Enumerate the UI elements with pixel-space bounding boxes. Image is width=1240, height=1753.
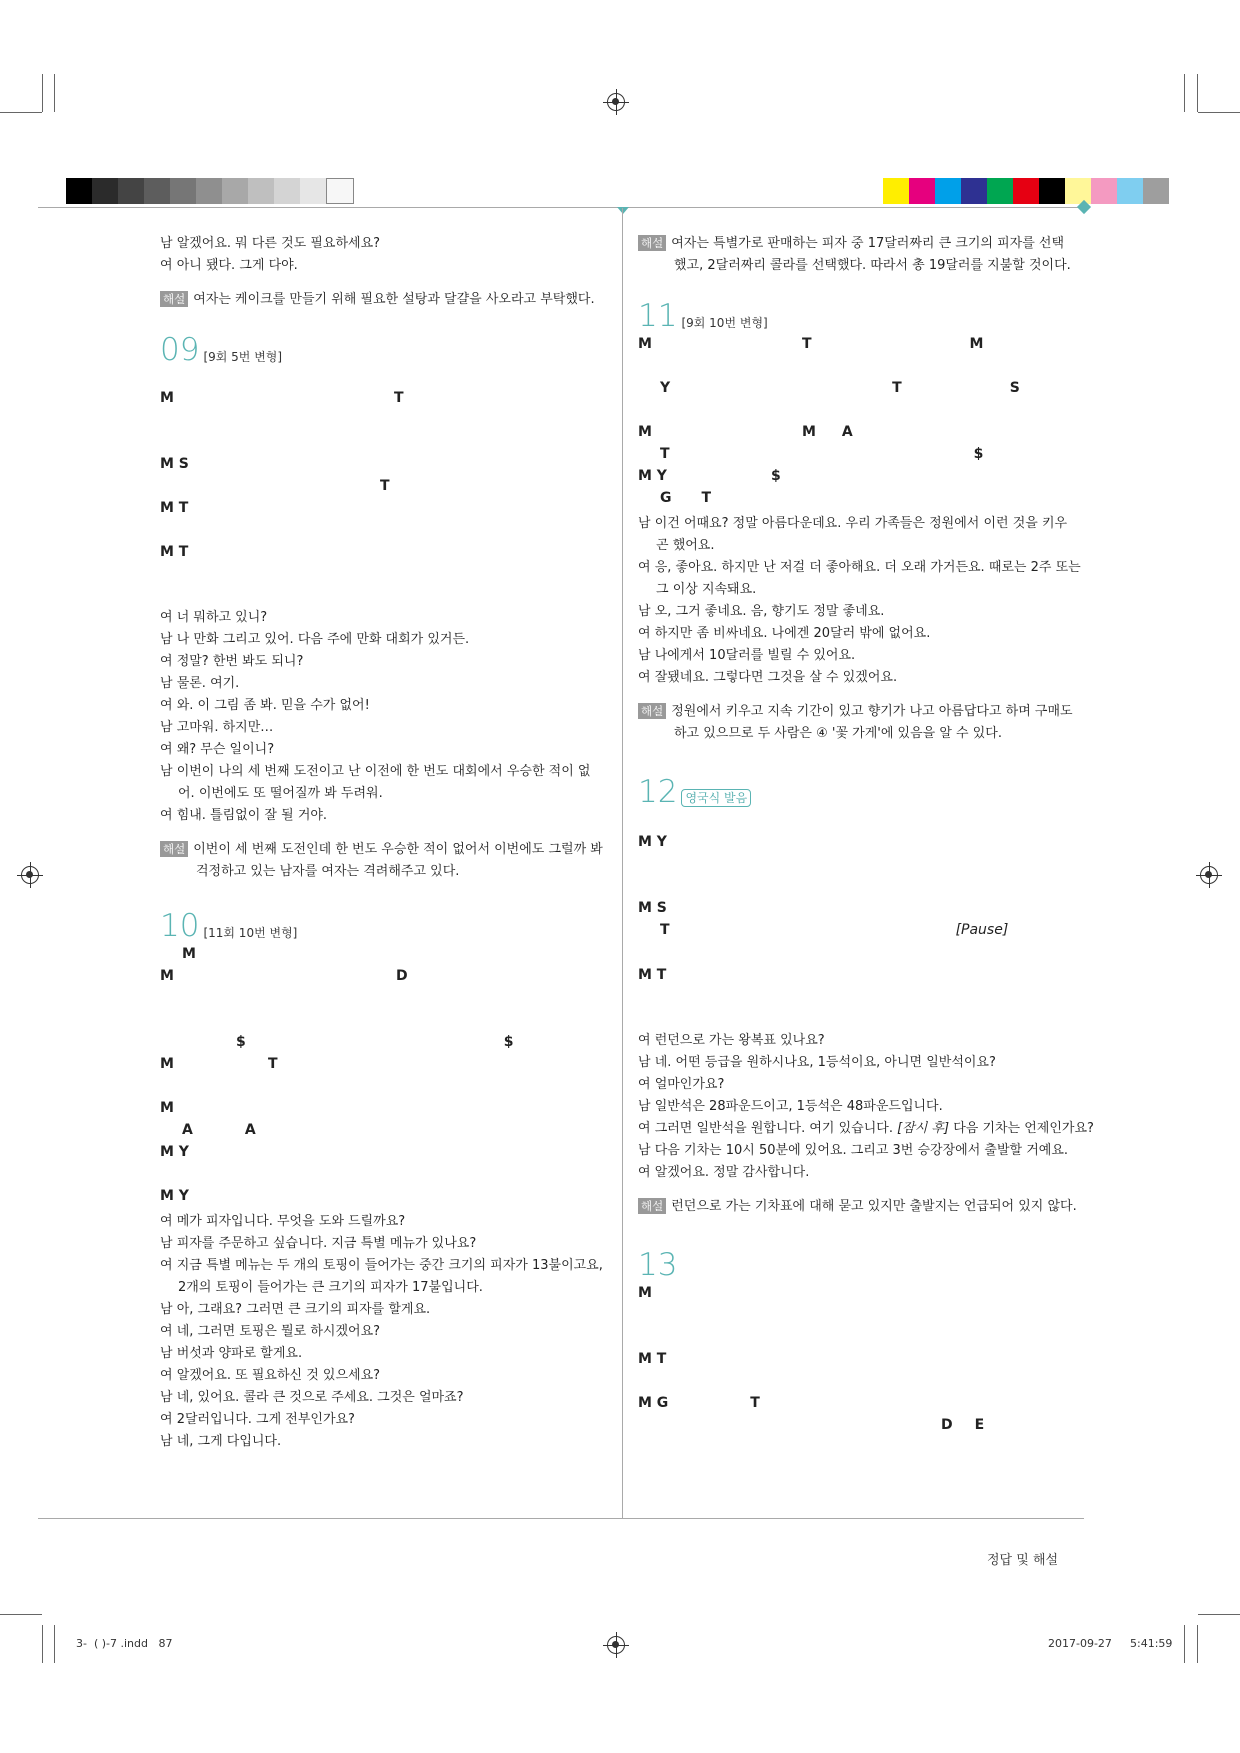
dialogue-line: 남 일반석은 28파운드이고, 1등석은 48파운드입니다.: [638, 1099, 943, 1114]
gray-swatch: [300, 178, 326, 204]
dialogue-line: 남 오, 그거 좋네요. 음, 향기도 정말 좋네요.: [638, 604, 885, 619]
question-11-heading: [638, 297, 1088, 333]
dialogue-line: 여 지금 특별 메뉴는 두 개의 토핑이 들어가는 중간 크기의 피자가 13불이고요,: [160, 1258, 603, 1273]
color-swatch: [1065, 178, 1091, 204]
explanation-text: 여자는 케이크를 만들기 위해 필요한 설탕과 달걀을 사오라고 부탁했다.: [193, 292, 595, 307]
dialogue-line: 여 왜? 무슨 일이니?: [160, 742, 275, 757]
script-fragment: $: [503, 1034, 514, 1050]
explanation-label: 해설: [160, 841, 188, 857]
top-rule-triangle-icon: [617, 207, 629, 214]
question-13-heading: [638, 1246, 1088, 1282]
dialogue-line: 여 런던으로 가는 왕복표 있나요?: [638, 1033, 825, 1048]
script-fragment: T: [892, 380, 902, 396]
question-12-heading: [638, 773, 1088, 809]
registration-mark-icon: [607, 1636, 625, 1654]
english-script-line: M T: [160, 500, 189, 516]
grayscale-bar: [66, 89, 356, 115]
english-script-line: [638, 1414, 1088, 1436]
english-script-line: [160, 943, 608, 965]
crop-mark: [1197, 74, 1198, 112]
question-number: 09: [160, 332, 200, 368]
gray-swatch: [66, 178, 92, 204]
english-script-line: [638, 1392, 1088, 1414]
dialogue-line: 남 이번이 나의 세 번째 도전이고 난 이전에 한 번도 대회에서 우승한 적이 없: [160, 764, 591, 779]
script-fragment: T: [660, 446, 670, 462]
english-script-line: M T: [638, 967, 667, 983]
dialogue-line: [638, 1118, 1094, 1140]
dialogue-line: 여 알겠어요. 정말 감사합니다.: [638, 1165, 810, 1180]
dialogue-line: 남 물론. 여기.: [160, 676, 240, 691]
script-fragment: D: [395, 968, 408, 984]
dialogue-line: 여 얼마인가요?: [638, 1077, 725, 1092]
registration-mark-icon: [607, 93, 625, 111]
pause-marker: [Pause]: [955, 922, 1009, 938]
speaker-tag: M: [182, 946, 196, 962]
english-script-line: M Y: [638, 834, 667, 850]
english-script-line: [638, 377, 1088, 399]
script-fragment: S: [1009, 380, 1020, 396]
question-number: 12: [638, 774, 678, 810]
english-script-line: M Y: [160, 1188, 189, 1204]
explanation: [638, 233, 1088, 255]
explanation-text: 정원에서 키우고 지속 기간이 있고 향기가 나고 아름답다고 하며 구매도: [671, 704, 1073, 719]
color-swatch: [1091, 178, 1117, 204]
column-divider: [622, 208, 623, 1518]
print-time: 5:41:59: [1130, 1637, 1173, 1650]
script-fragment: T: [801, 336, 812, 352]
script-fragment: $: [770, 468, 781, 484]
print-date: 2017-09-27: [1048, 1637, 1112, 1650]
english-script-line: [638, 465, 1088, 487]
color-swatch: [1039, 178, 1065, 204]
explanation-text: 이번이 세 번째 도전인데 한 번도 우승한 적이 없어서 이번에도 그럴까 봐: [193, 842, 603, 857]
speaker-tag: M: [160, 390, 174, 406]
speaker-tag: M: [638, 336, 652, 352]
english-script-line: M Y: [160, 1144, 189, 1160]
dialogue-line: 여 정말? 한번 봐도 되니?: [160, 654, 304, 669]
dialogue-text: 여 그러면 일반석을 원합니다. 여기 있습니다.: [638, 1121, 898, 1136]
dialogue-line: 여 너 뭐하고 있니?: [160, 610, 268, 625]
crop-mark: [1184, 1625, 1185, 1663]
explanation-label: 해설: [638, 235, 666, 251]
script-fragment: A: [182, 1122, 193, 1138]
dialogue-line: 여 응, 좋아요. 하지만 난 저걸 더 좋아해요. 더 오래 가거든요. 때로는 2주 또는: [638, 560, 1081, 575]
dialogue-line: 남 피자를 주문하고 싶습니다. 지금 특별 메뉴가 있나요?: [160, 1236, 477, 1251]
explanation-text: 걱정하고 있는 남자를 여자는 격려해주고 있다.: [196, 864, 460, 879]
gray-swatch: [118, 178, 144, 204]
dialogue-line: 남 아, 그래요? 그러면 큰 크기의 피자를 할게요.: [160, 1302, 431, 1317]
registration-mark-icon: [21, 866, 39, 884]
explanation-text: 여자는 특별가로 판매하는 피자 중 17달러짜리 큰 크기의 피자를 선택: [671, 236, 1065, 251]
english-script-line: [638, 919, 1088, 942]
dialogue-line: 남 알겠어요. 뭐 다른 것도 필요하세요?: [160, 236, 381, 251]
explanation: [160, 289, 608, 311]
script-fragment: T: [393, 390, 404, 406]
english-script-line: [160, 1031, 608, 1053]
crop-mark: [0, 1614, 42, 1615]
color-swatch: [1013, 178, 1039, 204]
file-name: 3- ( )-7 .indd 87: [76, 1637, 173, 1650]
script-fragment: $: [236, 1034, 246, 1050]
question-number: 11: [638, 298, 678, 334]
speaker-tag: M: [638, 424, 652, 440]
english-script-line: [160, 965, 608, 987]
dialogue-line: 남 버섯과 양파로 할게요.: [160, 1346, 303, 1361]
color-swatch: [1143, 178, 1169, 204]
color-swatch: [909, 178, 935, 204]
script-fragment: T: [380, 478, 390, 494]
explanation: [638, 1196, 1088, 1218]
gray-swatch: [326, 178, 354, 204]
explanation: [638, 701, 1088, 723]
registration-mark-icon: [1200, 866, 1218, 884]
script-fragment: T: [750, 1395, 760, 1411]
right-column: [638, 233, 1094, 1436]
speaker-tag: M G: [638, 1395, 669, 1411]
explanation-label: 해설: [638, 1198, 666, 1214]
script-fragment: T: [660, 922, 670, 938]
dialogue-line: 그 이상 지속돼요.: [656, 582, 757, 597]
dialogue-line: 남 고마워. 하지만…: [160, 720, 274, 735]
left-column: [160, 233, 608, 1453]
dialogue-line: 여 힘내. 틀림없이 잘 될 거야.: [160, 808, 328, 823]
gray-swatch: [222, 178, 248, 204]
gray-swatch: [170, 178, 196, 204]
english-script-line: [638, 333, 1088, 355]
speaker-tag: M S: [160, 456, 189, 472]
color-swatch: [1117, 178, 1143, 204]
script-fragment: D: [941, 1417, 953, 1433]
crop-mark: [54, 1625, 55, 1663]
gray-swatch: [196, 178, 222, 204]
script-fragment: T: [267, 1056, 278, 1072]
crop-mark: [0, 112, 42, 113]
dialogue-line: 곤 했어요.: [656, 538, 715, 553]
crop-mark: [1197, 1625, 1198, 1663]
bottom-rule: [38, 1518, 1084, 1519]
english-script-line: [638, 421, 1088, 443]
crop-mark: [1198, 1614, 1240, 1615]
gray-swatch: [248, 178, 274, 204]
speaker-tag: M Y: [638, 468, 667, 484]
explanation-label: 해설: [160, 291, 188, 307]
dialogue-line: 남 나에게서 10달러를 빌릴 수 있어요.: [638, 648, 856, 663]
explanation-text: 하고 있으므로 두 사람은 ④ '꽃 가게'에 있음을 알 수 있다.: [674, 726, 1002, 741]
english-script-line: [638, 487, 1088, 509]
english-script-line: M S: [638, 900, 667, 916]
question-09-heading: [160, 331, 608, 367]
explanation-text: 했고, 2달러짜리 콜라를 선택했다. 따라서 총 19달러를 지불할 것이다.: [674, 258, 1071, 273]
color-bar: [883, 89, 1173, 115]
section-label: 정답 및 해설: [987, 1553, 1059, 1568]
dialogue-line: 2개의 토핑이 들어가는 큰 크기의 피자가 17불입니다.: [178, 1280, 483, 1295]
crop-mark: [1184, 74, 1185, 112]
dialogue-line: 남 이건 어때요? 정말 아름다운데요. 우리 가족들은 정원에서 이런 것을 키우: [638, 516, 1068, 531]
pause-marker: [잠시 후]: [897, 1121, 950, 1136]
speaker-tag: M: [160, 968, 174, 984]
crop-mark: [54, 74, 55, 112]
question-number: 10: [160, 908, 200, 944]
color-swatch: [883, 178, 909, 204]
dialogue-line: 여 네, 그러면 토핑은 뭘로 하시겠어요?: [160, 1324, 381, 1339]
explanation: [160, 839, 608, 861]
script-fragment: $: [973, 446, 984, 462]
english-script-line: [160, 453, 608, 475]
dialogue-line: 여 알겠어요. 또 필요하신 것 있으세요?: [160, 1368, 381, 1383]
color-swatch: [961, 178, 987, 204]
dialogue-line: 여 2달러입니다. 그게 전부인가요?: [160, 1412, 355, 1427]
script-fragment: G: [660, 490, 672, 506]
explanation-label: 해설: [638, 703, 666, 719]
script-fragment: A: [244, 1122, 256, 1138]
speaker-tag: M: [160, 1056, 174, 1072]
explanation-text: 런던으로 가는 기차표에 대해 묻고 있지만 출발지는 언급되어 있지 않다.: [671, 1199, 1077, 1214]
question-tag: 영국식 발음: [681, 789, 751, 807]
dialogue-line: 여 하지만 좀 비싸네요. 나에겐 20달러 밖에 없어요.: [638, 626, 931, 641]
dialogue-line: 여 아니 됐다. 그게 다야.: [160, 258, 298, 273]
english-script-line: M: [160, 1100, 174, 1116]
english-script-line: [160, 475, 608, 497]
gray-swatch: [144, 178, 170, 204]
english-script-line: [638, 443, 1088, 465]
dialogue-line: 여 잘됐네요. 그렇다면 그것을 살 수 있겠어요.: [638, 670, 898, 685]
dialogue-line: 여 메가 피자입니다. 무엇을 도와 드릴까요?: [160, 1214, 406, 1229]
question-10-heading: [160, 907, 608, 943]
dialogue-line: 어. 이번에도 또 떨어질까 봐 두려워.: [178, 786, 383, 801]
english-script-line: [160, 1053, 608, 1075]
script-fragment: M: [801, 424, 816, 440]
dialogue-line: 여 와. 이 그림 좀 봐. 믿을 수가 없어!: [160, 698, 370, 713]
english-script-line: [160, 1119, 608, 1141]
question-tag: [11회 10번 변형]: [203, 926, 298, 940]
script-fragment: T: [701, 490, 712, 506]
question-number: 13: [638, 1247, 678, 1283]
crop-mark: [1198, 112, 1240, 113]
dialogue-line: 남 나 만화 그리고 있어. 다음 주에 만화 대회가 있거든.: [160, 632, 470, 647]
top-rule: [38, 207, 1084, 208]
color-swatch: [987, 178, 1013, 204]
english-script-line: [160, 387, 608, 409]
dialogue-line: 남 네, 있어요. 콜라 큰 것으로 주세요. 그것은 얼마죠?: [160, 1390, 464, 1405]
question-tag: [9회 5번 변형]: [203, 350, 283, 364]
dialogue-line: 남 네, 그게 다입니다.: [160, 1434, 282, 1449]
english-script-line: M T: [638, 1351, 667, 1367]
gray-swatch: [92, 178, 118, 204]
dialogue-text: 다음 기차는 언제인가요?: [949, 1121, 1094, 1136]
script-fragment: M: [969, 336, 984, 352]
crop-mark: [42, 1625, 43, 1663]
crop-mark: [42, 74, 43, 112]
color-swatch: [935, 178, 961, 204]
script-fragment: A: [841, 424, 853, 440]
script-fragment: E: [974, 1417, 985, 1433]
dialogue-line: 남 다음 기차는 10시 50분에 있어요. 그리고 3번 승강장에서 출발할 거예요.: [638, 1143, 1069, 1158]
english-script-line: M: [638, 1285, 652, 1301]
script-fragment: Y: [660, 380, 671, 396]
english-script-line: M T: [160, 544, 189, 560]
question-tag: [9회 10번 변형]: [681, 316, 768, 330]
gray-swatch: [274, 178, 300, 204]
dialogue-line: 남 네. 어떤 등급을 원하시나요, 1등석이요, 아니면 일반석이요?: [638, 1055, 996, 1070]
